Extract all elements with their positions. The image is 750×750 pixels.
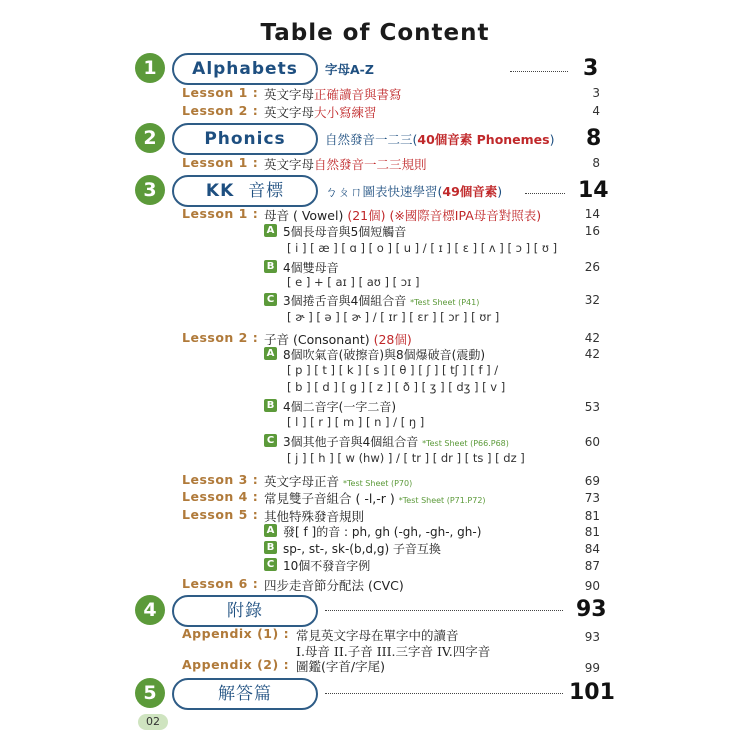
item-page[interactable]: 32 (584, 293, 600, 307)
item-text: 3個其他子音與4個組合音 *Test Sheet (P66.P68) (283, 435, 509, 449)
item-text: sp-, st-, sk-(b,d,g) 子音互換 (283, 542, 441, 556)
section-desc-3: ㄅㄆㄇ圖表快速學習(49個音素) (325, 184, 503, 199)
lesson-page[interactable]: 42 (584, 331, 600, 345)
section-desc-1: 字母A-Z (325, 62, 374, 77)
lesson-label: Lesson 1 : (182, 85, 259, 100)
lesson-label: Lesson 2 : (182, 330, 259, 345)
item-text: 5個長母音與5個短觸音 (283, 225, 407, 239)
lesson-page[interactable]: 73 (584, 491, 600, 505)
lesson-text: 母音 ( Vowel) (21個) (※國際音標IPA母音對照表) (264, 208, 542, 223)
lesson-text: 四步走音節分配法 (CVC) (264, 578, 404, 593)
item-text: 發[ f ]的音 : ph, gh (-gh, -gh-, gh-) (283, 525, 482, 539)
appendix-label: Appendix (1) : (182, 626, 290, 641)
page-title: Table of Content (260, 20, 490, 46)
lesson-text: 其他特殊發音規則 (264, 509, 365, 524)
item-text: 4個二音字(一字二音) (283, 400, 396, 414)
lesson-label: Lesson 1 : (182, 155, 259, 170)
item-badge: C (264, 558, 277, 571)
item-text: 8個吹氣音(破擦音)與8個爆破音(震動) (283, 348, 485, 362)
item-page[interactable]: 26 (584, 260, 600, 274)
leader-dots (325, 693, 563, 694)
phonetic-line: [ p ] [ t ] [ k ] [ s ] [ θ ] [ ʃ ] [ tʃ ] [ f ] / (287, 363, 499, 377)
lesson-label: Lesson 5 : (182, 507, 259, 522)
section-page-3[interactable]: 14 (578, 178, 609, 203)
lesson-text: 英文字母正音 *Test Sheet (P70) (264, 474, 413, 489)
appendix-subtext: I.母音 II.子音 III.三字音 IV.四字音 (296, 644, 491, 659)
item-badge: C (264, 434, 277, 447)
lesson-text: 子音 (Consonant) (28個) (264, 332, 412, 347)
lesson-page[interactable]: 90 (584, 579, 600, 593)
phonetic-line: [ j ] [ h ] [ w (hw) ] / [ tr ] [ dr ] [ ts ] [ dz ] (287, 451, 525, 465)
lesson-page[interactable]: 69 (584, 474, 600, 488)
leader-dots (510, 71, 568, 72)
lesson-page[interactable]: 81 (584, 509, 600, 523)
item-page[interactable]: 81 (584, 525, 600, 539)
item-badge: B (264, 399, 277, 412)
item-badge: A (264, 224, 277, 237)
page-number-badge: 02 (138, 714, 168, 730)
item-badge: A (264, 524, 277, 537)
item-badge: C (264, 293, 277, 306)
section-page-1[interactable]: 3 (583, 56, 599, 81)
section-pill-answers[interactable]: 解答篇 (172, 678, 318, 710)
item-page[interactable]: 84 (584, 542, 600, 556)
lesson-text: 英文字母大小寫練習 (264, 105, 377, 120)
section-number-5: 5 (135, 678, 165, 708)
lesson-text: 英文字母自然發音一二三規則 (264, 157, 427, 172)
item-page[interactable]: 60 (584, 435, 600, 449)
lesson-text: 常見雙子音組合 ( -l,-r ) *Test Sheet (P71.P72) (264, 491, 486, 506)
lesson-label: Lesson 3 : (182, 472, 259, 487)
appendix-page[interactable]: 93 (584, 630, 600, 644)
appendix-text: 圖鑑(字首/字尾) (296, 659, 385, 674)
lesson-label: Lesson 1 : (182, 206, 259, 221)
lesson-page[interactable]: 8 (592, 156, 600, 170)
lesson-page[interactable]: 4 (592, 104, 600, 118)
lesson-label: Lesson 6 : (182, 576, 259, 591)
phonetic-line: [ i ] [ æ ] [ ɑ ] [ o ] [ u ] / [ ɪ ] [ ɛ ] [ ʌ ] [ ɔ ] [ ʊ ] (287, 241, 558, 255)
phonetic-line: [ l ] [ r ] [ m ] [ n ] / [ ŋ ] (287, 415, 425, 429)
item-badge: A (264, 347, 277, 360)
appendix-text: 常見英文字母在單字中的讀音 (296, 628, 459, 643)
section-pill-alphabets[interactable]: Alphabets (172, 53, 318, 85)
item-text: 4個雙母音 (283, 261, 339, 275)
section-number-2: 2 (135, 123, 165, 153)
item-text: 10個不發音字例 (283, 559, 371, 573)
section-number-3: 3 (135, 175, 165, 205)
section-desc-2: 自然發音一二三(40個音素 Phonemes) (325, 132, 555, 147)
section-number-1: 1 (135, 53, 165, 83)
section-pill-appendix[interactable]: 附錄 (172, 595, 318, 627)
item-page[interactable]: 53 (584, 400, 600, 414)
item-page[interactable]: 16 (584, 224, 600, 238)
leader-dots (325, 610, 563, 611)
section-page-5[interactable]: 101 (569, 680, 615, 705)
appendix-page[interactable]: 99 (584, 661, 600, 675)
phonetic-line: [ e ] + [ aɪ ] [ aʊ ] [ ɔɪ ] (287, 275, 420, 289)
lesson-text: 英文字母正確讀音與書寫 (264, 87, 402, 102)
lesson-label: Lesson 2 : (182, 103, 259, 118)
lesson-page[interactable]: 14 (584, 207, 600, 221)
item-badge: B (264, 541, 277, 554)
appendix-label: Appendix (2) : (182, 657, 290, 672)
item-page[interactable]: 42 (584, 347, 600, 361)
lesson-page[interactable]: 3 (592, 86, 600, 100)
lesson-label: Lesson 4 : (182, 489, 259, 504)
item-page[interactable]: 87 (584, 559, 600, 573)
section-pill-phonics[interactable]: Phonics (172, 123, 318, 155)
leader-dots (525, 193, 565, 194)
phonetic-line: [ b ] [ d ] [ g ] [ z ] [ ð ] [ ʒ ] [ dʒ ] [ v ] (287, 380, 506, 394)
phonetic-line: [ ɚ ] [ ə ] [ ɚ ] / [ ɪr ] [ ɛr ] [ ɔr ] [ ʊr ] (287, 310, 500, 324)
section-page-4[interactable]: 93 (576, 597, 607, 622)
section-number-4: 4 (135, 595, 165, 625)
section-pill-kk[interactable]: KK 音標 (172, 175, 318, 207)
item-badge: B (264, 260, 277, 273)
item-text: 3個捲舌音與4個組合音 *Test Sheet (P41) (283, 294, 480, 308)
section-page-2[interactable]: 8 (586, 126, 602, 151)
